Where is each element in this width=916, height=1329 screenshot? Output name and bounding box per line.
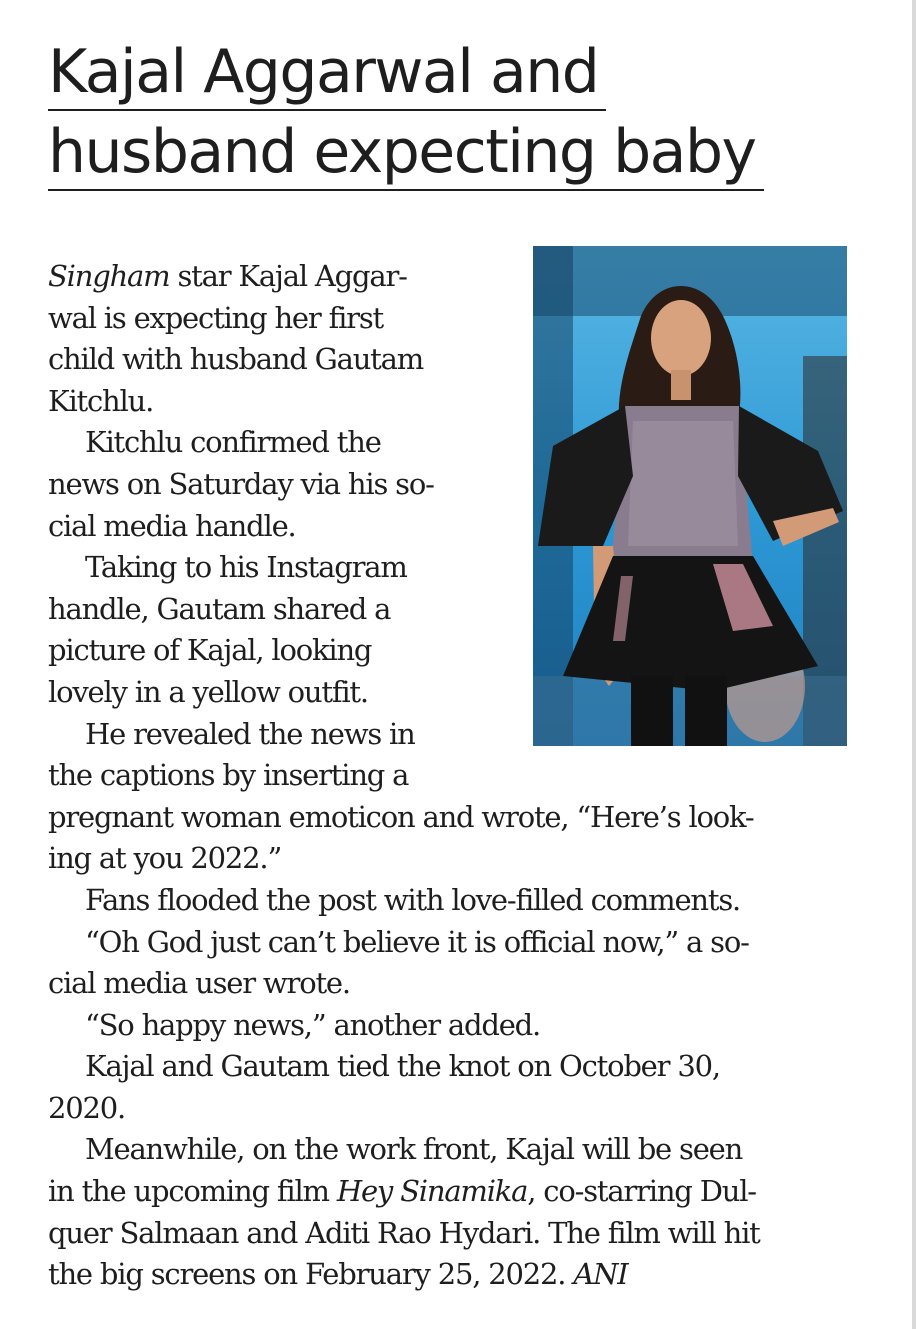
body-line: lovely in a yellow outfit. bbox=[48, 674, 368, 709]
body-line: “So happy news,” another added. bbox=[85, 1007, 541, 1042]
film-title-hey-sinamika: Hey Sinamika bbox=[336, 1174, 528, 1209]
body-line: pregnant woman emoticon and wrote, “Here’s look- bbox=[48, 799, 754, 834]
body-line: picture of Kajal, looking bbox=[48, 633, 372, 668]
body-line: handle, Gautam shared a bbox=[48, 591, 391, 626]
headline bbox=[48, 32, 764, 192]
body-line: ing at you 2022.” bbox=[48, 841, 282, 876]
body-line: Meanwhile, on the work front, Kajal will be seen bbox=[85, 1132, 743, 1167]
body-line: He revealed the news in bbox=[85, 716, 415, 751]
body-line: the captions by inserting a bbox=[48, 758, 409, 793]
headline-line-1: Kajal Aggarwal and bbox=[48, 35, 606, 111]
headline-line-2: husband expecting baby bbox=[48, 115, 764, 191]
body-line: 2020. bbox=[48, 1090, 126, 1125]
article-body bbox=[48, 256, 854, 1296]
body-line: Kitchlu. bbox=[48, 383, 154, 418]
body-line: wal is expecting her first bbox=[48, 300, 383, 335]
body-line: Kitchlu confirmed the bbox=[85, 425, 381, 460]
body-line: the big screens on February 25, 2022. ANI bbox=[48, 1257, 628, 1292]
film-title-singham: Singham bbox=[48, 259, 170, 293]
body-line: in the upcoming film Hey Sinamika, co-starring Dul- bbox=[48, 1174, 756, 1209]
page-edge bbox=[912, 0, 916, 1329]
agency-credit: ANI bbox=[573, 1257, 628, 1292]
body-line: “Oh God just can’t believe it is official now,” a so- bbox=[85, 924, 749, 959]
body-line: cial media user wrote. bbox=[48, 966, 350, 1001]
body-line: news on Saturday via his so- bbox=[48, 466, 434, 501]
body-line: child with husband Gautam bbox=[48, 342, 424, 377]
body-line: Taking to his Instagram bbox=[85, 550, 407, 585]
body-line: Fans flooded the post with love-filled comments. bbox=[85, 882, 741, 917]
body-line: cial media handle. bbox=[48, 508, 296, 543]
body-line: Singham star Kajal Aggar- bbox=[48, 259, 407, 293]
body-line: Kajal and Gautam tied the knot on October 30, bbox=[85, 1049, 720, 1084]
body-line: quer Salmaan and Aditi Rao Hydari. The film will hit bbox=[48, 1215, 760, 1250]
